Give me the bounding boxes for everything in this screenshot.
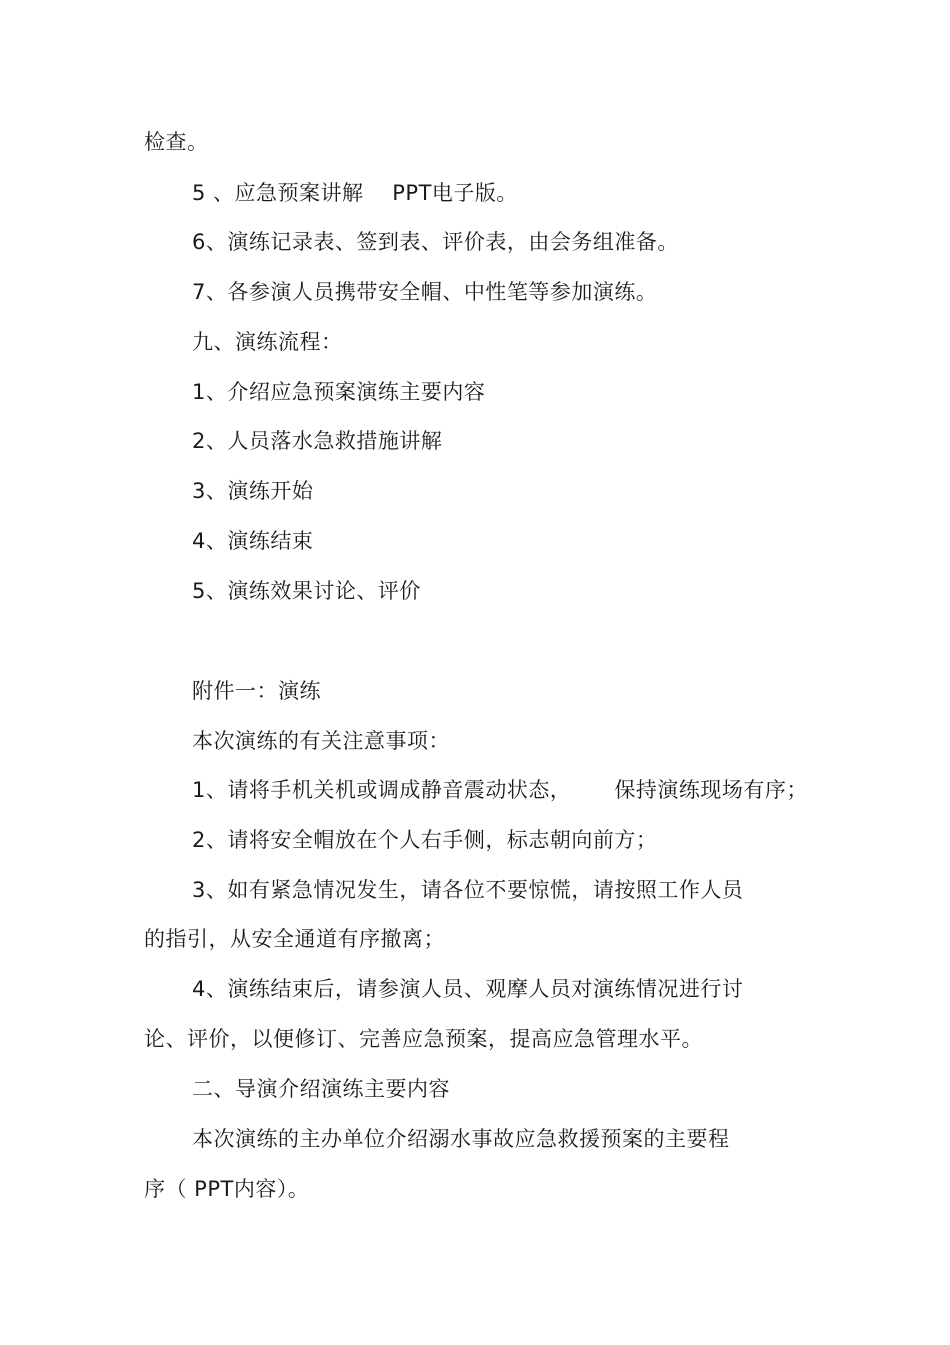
list-item: 2、请将安全帽放在个人右手侧，标志朝向前方； [192, 828, 658, 852]
list-item: 3、演练开始 [192, 479, 314, 503]
list-item: 2、人员落水急救措施讲解 [192, 429, 443, 453]
text-line: 5 、应急预案讲解 PPT电子版。 [192, 181, 518, 205]
text-line: 序（ PPT内容）。 [144, 1177, 310, 1201]
section-heading: 二、导演介绍演练主要内容 [192, 1077, 450, 1101]
text-line: 的指引，从安全通道有序撤离； [144, 927, 445, 951]
text-line: 7、各参演人员携带安全帽、中性笔等参加演练。 [192, 280, 658, 304]
list-item: 1、介绍应急预案演练主要内容 [192, 380, 486, 404]
text-line: 本次演练的主办单位介绍溺水事故应急救援预案的主要程 [192, 1127, 730, 1151]
text-line: 检查。 [144, 130, 209, 154]
list-item: 3、如有紧急情况发生，请各位不要惊慌，请按照工作人员 [192, 878, 744, 902]
list-item: 5、演练效果讨论、评价 [192, 579, 421, 603]
section-heading: 九、演练流程： [192, 330, 343, 354]
list-item: 4、演练结束后，请参演人员、观摩人员对演练情况进行讨 [192, 977, 744, 1001]
appendix-heading: 附件一：演练 [192, 679, 321, 703]
text-line: 本次演练的有关注意事项： [192, 729, 450, 753]
list-item: 1、请将手机关机或调成静音震动状态， 保持演练现场有序； [192, 778, 808, 802]
list-item: 4、演练结束 [192, 529, 314, 553]
text-line: 6、演练记录表、签到表、评价表，由会务组准备。 [192, 230, 679, 254]
text-line: 论、评价，以便修订、完善应急预案，提高应急管理水平。 [144, 1027, 703, 1051]
